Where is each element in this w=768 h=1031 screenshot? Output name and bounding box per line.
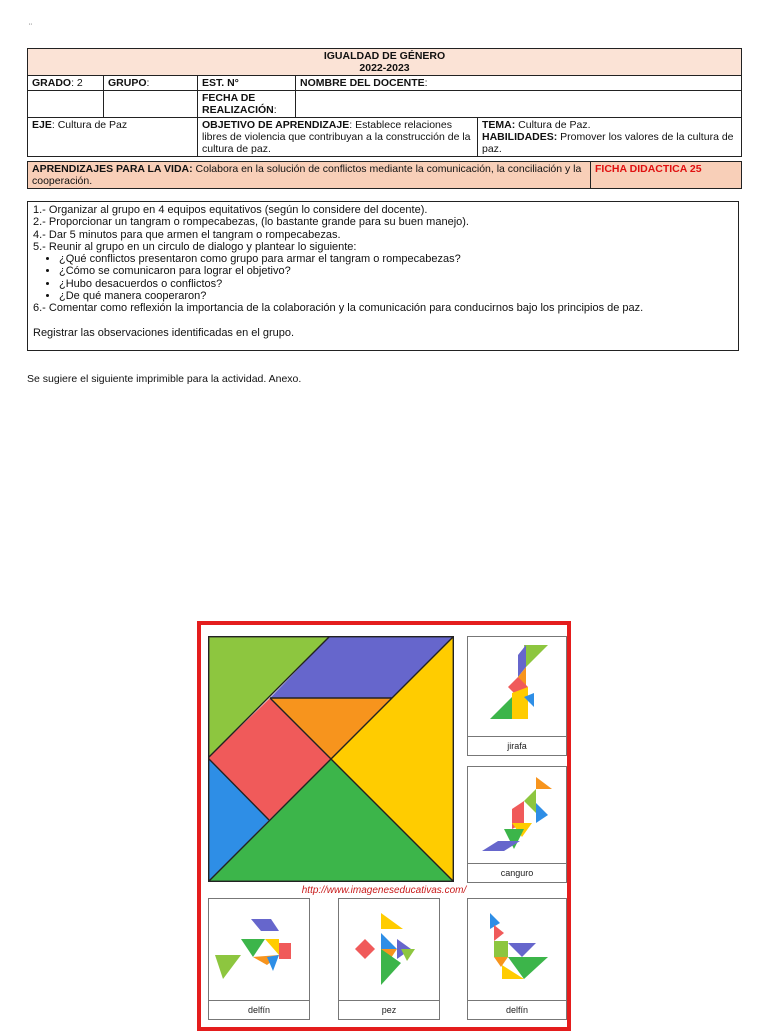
empty-cell-1 (28, 91, 104, 118)
tema-value: Cultura de Paz. (515, 119, 591, 131)
question-item: • ¿De qué manera cooperaron? (59, 290, 733, 302)
school-year: 2022-2023 (359, 62, 410, 74)
empty-cell-3 (296, 91, 742, 118)
grupo-cell (104, 76, 198, 91)
empty-cell-2 (104, 91, 198, 118)
fecha-label: FECHA DE REALIZACIÓN (202, 92, 274, 116)
eje-value: : Cultura de Paz (51, 119, 128, 131)
source-url: http://www.imageneseducativas.com/ (301, 885, 467, 896)
delfin-bird-figure (468, 899, 566, 999)
grado-label: GRADO (32, 77, 72, 89)
question-item: • ¿Cómo se comunicaron para lograr el objetivo? (59, 265, 733, 277)
delfin-figure (209, 899, 309, 999)
docente-label: NOMBRE DEL DOCENTE (300, 77, 425, 89)
question-item: • ¿Hubo desacuerdos o conflictos? (59, 278, 733, 290)
objetivo-label: OBJETIVO DE APRENDIZAJE (202, 119, 350, 131)
tangram-square (208, 636, 454, 882)
habilidades-label: HABILIDADES: (482, 131, 558, 143)
aprendizajes-text: Colabora en la solución de conflictos mediante la comunicación, la conciliación y la cooperación. (32, 163, 582, 187)
question-item: • ¿Qué conflictos presentaron como grupo para armar el tangram o rompecabezas? (59, 253, 733, 265)
header-table (27, 48, 742, 157)
tema-label: TEMA: (482, 119, 516, 131)
header-title-cell (28, 49, 742, 76)
step-line: 4.- Dar 5 minutos para que armen el tangram o rompecabezas. (33, 228, 341, 241)
jirafa-figure (468, 637, 566, 737)
card-label: delfín (468, 1000, 566, 1019)
est-label: EST. N° (202, 77, 239, 89)
step-line: 6.- Comentar como reflexión la importancia de la colaboración y la comunicación para conducirnos bajo los principios de paz. (33, 302, 644, 315)
ficha-label: FICHA DIDACTICA 25 (595, 163, 702, 175)
docente-cell (296, 76, 742, 91)
register-line: Registrar las observaciones identificadas en el grupo. (33, 326, 295, 339)
objetivo-cell (198, 118, 478, 157)
suggestion-text: Se sugiere el siguiente imprimible para la actividad. Anexo. (27, 373, 302, 385)
eje-cell (28, 118, 198, 157)
card-canguro (467, 766, 567, 883)
page-mark: ¨ (29, 22, 32, 32)
card-jirafa (467, 636, 567, 756)
fecha-value: : (273, 104, 277, 116)
step-line: 5.- Reunir al grupo en un circulo de dialogo y plantear lo siguiente: (33, 240, 357, 253)
aprendizajes-cell (28, 162, 591, 189)
aprendizajes-label: APRENDIZAJES PARA LA VIDA: (32, 163, 193, 175)
card-label: jirafa (468, 736, 566, 755)
fecha-cell (198, 91, 296, 118)
ficha-cell (591, 162, 742, 189)
card-delfin-2 (467, 898, 567, 1020)
habilidades-value: Promover los valores de la cultura de paz. (482, 131, 734, 155)
card-label: delfín (209, 1000, 309, 1019)
card-label: pez (339, 1000, 439, 1019)
step-line: 2.- Proporcionar un tangram o rompecabezas, (lo bastante grande para su buen manejo). (33, 216, 469, 229)
grado-cell (28, 76, 104, 91)
canguro-figure (468, 767, 566, 865)
worksheet-title: IGUALDAD DE GÉNERO (323, 50, 446, 62)
question-list (33, 253, 733, 302)
aprendizajes-table (27, 161, 742, 189)
est-cell (198, 76, 296, 91)
grado-value: : 2 (71, 77, 83, 89)
objetivo-value: : Establece relaciones libres de violencia que contribuyan a la construcción de la cultura de paz. (202, 119, 471, 155)
pez-figure (339, 899, 439, 999)
tema-cell (478, 118, 742, 157)
grupo-value: : (146, 77, 150, 89)
docente-value: : (424, 77, 428, 89)
card-label: canguro (468, 863, 566, 882)
tangram-annex (197, 621, 571, 1031)
step-line: 1.- Organizar al grupo en 4 equipos equitativos (según lo considere del docente). (33, 204, 428, 216)
grupo-label: GRUPO (108, 77, 147, 89)
card-delfin-1 (208, 898, 310, 1020)
card-pez (338, 898, 440, 1020)
eje-label: EJE (32, 119, 52, 131)
activity-box (27, 201, 739, 351)
